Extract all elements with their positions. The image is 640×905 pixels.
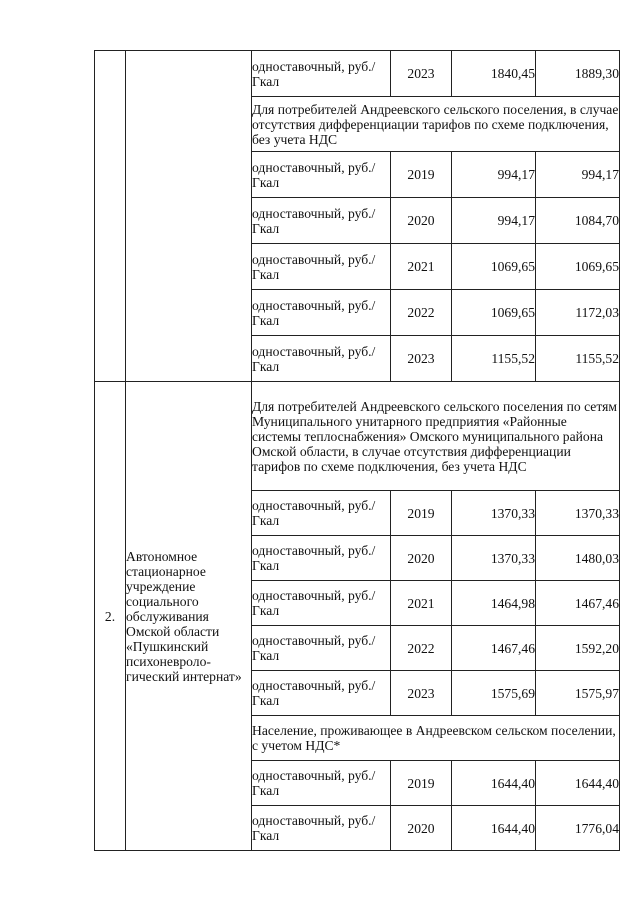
row-number: 2. xyxy=(95,382,126,851)
tariff-value-1: 994,17 xyxy=(452,198,536,244)
tariff-type: одноставочный, руб./Гкал xyxy=(252,671,391,716)
tariff-year: 2022 xyxy=(391,290,452,336)
tariff-value-2: 1575,97 xyxy=(536,671,620,716)
tariff-value-2: 1172,03 xyxy=(536,290,620,336)
tariff-year: 2020 xyxy=(391,536,452,581)
group-header-row xyxy=(95,382,620,491)
tariff-value-1: 1069,65 xyxy=(452,290,536,336)
tariff-type: одноставочный, руб./Гкал xyxy=(252,198,391,244)
tariff-value-1: 1155,52 xyxy=(452,336,536,382)
group-header: Население, проживающее в Андреевском сельском поселении, с учетом НДС* xyxy=(252,716,620,761)
tariff-year: 2019 xyxy=(391,761,452,806)
tariff-value-2: 994,17 xyxy=(536,152,620,198)
tariff-value-1: 1644,40 xyxy=(452,806,536,851)
tariff-year: 2020 xyxy=(391,198,452,244)
tariff-table xyxy=(94,50,620,851)
tariff-type: одноставочный, руб./Гкал xyxy=(252,581,391,626)
tariff-year: 2023 xyxy=(391,336,452,382)
tariff-value-1: 1467,46 xyxy=(452,626,536,671)
tariff-value-2: 1592,20 xyxy=(536,626,620,671)
tariff-value-1: 1575,69 xyxy=(452,671,536,716)
tariff-type: одноставочный, руб./Гкал xyxy=(252,806,391,851)
tariff-type: одноставочный, руб./Гкал xyxy=(252,626,391,671)
tariff-value-2: 1644,40 xyxy=(536,761,620,806)
tariff-value-2: 1155,52 xyxy=(536,336,620,382)
tariff-value-1: 1370,33 xyxy=(452,491,536,536)
tariff-value-2: 1069,65 xyxy=(536,244,620,290)
tariff-value-1: 1370,33 xyxy=(452,536,536,581)
tariff-value-1: 1840,45 xyxy=(452,51,536,97)
row-number-cell-empty xyxy=(95,51,126,382)
tariff-year: 2019 xyxy=(391,152,452,198)
tariff-value-1: 1069,65 xyxy=(452,244,536,290)
group-header: Для потребителей Андреевского сельского поселения по сетям Муниципального унитарного предприятия «Районные системы теплоснабжения» Омского муниципального района Омской области, в случае отсутствия дифференциации тарифов по схеме подключения, без учета НДС xyxy=(252,382,620,491)
tariff-type: одноставочный, руб./Гкал xyxy=(252,336,391,382)
tariff-year: 2022 xyxy=(391,626,452,671)
organization-name: Автономное стационарное учреждение социального обслуживания Омской области «Пушкинский психоневроло-гический интернат» xyxy=(126,382,252,851)
tariff-value-2: 1480,03 xyxy=(536,536,620,581)
tariff-year: 2021 xyxy=(391,244,452,290)
tariff-value-2: 1084,70 xyxy=(536,198,620,244)
tariff-year: 2023 xyxy=(391,51,452,97)
tariff-year: 2021 xyxy=(391,581,452,626)
tariff-value-2: 1889,30 xyxy=(536,51,620,97)
tariff-value-1: 1464,98 xyxy=(452,581,536,626)
tariff-value-2: 1776,04 xyxy=(536,806,620,851)
tariff-type: одноставочный, руб./Гкал xyxy=(252,51,391,97)
organization-cell-empty xyxy=(126,51,252,382)
tariff-type: одноставочный, руб./Гкал xyxy=(252,244,391,290)
tariff-row xyxy=(95,51,620,97)
tariff-type: одноставочный, руб./Гкал xyxy=(252,761,391,806)
tariff-type: одноставочный, руб./Гкал xyxy=(252,290,391,336)
tariff-value-2: 1370,33 xyxy=(536,491,620,536)
tariff-type: одноставочный, руб./Гкал xyxy=(252,491,391,536)
tariff-value-1: 1644,40 xyxy=(452,761,536,806)
group-header: Для потребителей Андреевского сельского поселения, в случае отсутствия дифференциации тарифов по схеме подключения, без учета НДС xyxy=(252,97,620,152)
tariff-year: 2020 xyxy=(391,806,452,851)
tariff-year: 2023 xyxy=(391,671,452,716)
tariff-type: одноставочный, руб./Гкал xyxy=(252,152,391,198)
tariff-year: 2019 xyxy=(391,491,452,536)
tariff-type: одноставочный, руб./Гкал xyxy=(252,536,391,581)
tariff-value-1: 994,17 xyxy=(452,152,536,198)
tariff-value-2: 1467,46 xyxy=(536,581,620,626)
